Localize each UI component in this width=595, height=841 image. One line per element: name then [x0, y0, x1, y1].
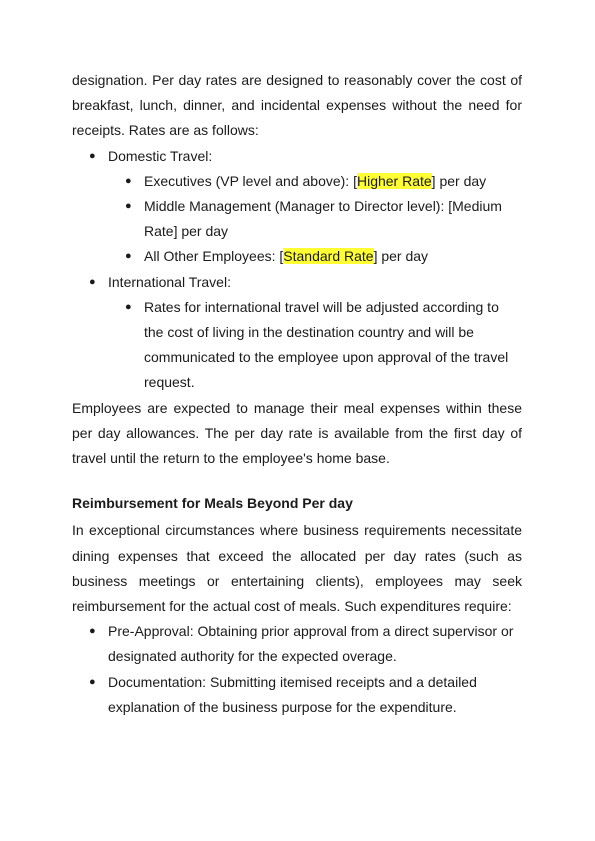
executives-prefix: Executives (VP level and above): [	[144, 172, 357, 189]
documentation-text: Documentation: Submitting itemised receipts and a detailed explanation of the business purpose for the expenditure.	[108, 673, 477, 715]
section-heading: Reimbursement for Meals Beyond Per day	[72, 495, 353, 512]
bullet-icon: ●	[89, 275, 96, 288]
bullet-icon: ●	[125, 250, 132, 263]
bullet-icon: ●	[89, 149, 96, 162]
list-item-domestic	[72, 144, 522, 270]
list-item-documentation	[72, 670, 522, 720]
others-prefix: All Other Employees: [	[144, 248, 284, 265]
bullet-icon: ●	[89, 675, 96, 688]
requirements-list	[72, 619, 522, 720]
intro-paragraph: designation. Per day rates are designed to reasonably cover the cost of breakfast, lunch, dinner, and incidental expenses without the need for receipts. Rates are as follows:	[72, 72, 522, 139]
pre-approval-text: Pre-Approval: Obtaining prior approval from a direct supervisor or designated authority for the expected overage.	[108, 623, 514, 665]
list-item-middle-management	[108, 194, 522, 244]
international-sublist	[108, 295, 522, 396]
allowance-paragraph: Employees are expected to manage their meal expenses within these per day allowances. The per day rate is available from the first day of travel until the return to the employee's home base.	[72, 399, 522, 467]
international-label: International Travel:	[108, 273, 231, 290]
bullet-icon: ●	[125, 174, 132, 187]
domestic-label: Domestic Travel:	[108, 147, 213, 164]
bullet-icon: ●	[89, 625, 96, 638]
bullet-icon: ●	[125, 200, 132, 213]
list-item-pre-approval	[72, 619, 522, 669]
executives-suffix: ] per day	[431, 172, 487, 189]
higher-rate-highlight: Higher Rate	[356, 172, 432, 189]
standard-rate-highlight: Standard Rate	[283, 248, 374, 265]
bullet-icon: ●	[125, 300, 132, 313]
domestic-sublist	[108, 169, 522, 270]
rates-list	[72, 144, 522, 396]
list-item-executives	[108, 169, 522, 194]
middle-management-text: Middle Management (Manager to Director level): [Medium Rate] per day	[144, 198, 502, 240]
others-suffix: ] per day	[373, 248, 429, 265]
international-note: Rates for international travel will be adjusted according to the cost of living in the destination country and will be communicated to the employee upon approval of the travel request.	[144, 298, 509, 391]
list-item-international	[72, 270, 522, 396]
document-page	[72, 68, 522, 720]
reimbursement-paragraph: In exceptional circumstances where business requirements necessitate dining expenses that exceed the allocated per day rates (such as business meetings or entertaining clients), employees may seek reimbursement for the actual cost of meals. Such expenditures require:	[72, 522, 522, 615]
list-item-international-note	[108, 295, 522, 396]
list-item-other-employees	[108, 244, 522, 269]
